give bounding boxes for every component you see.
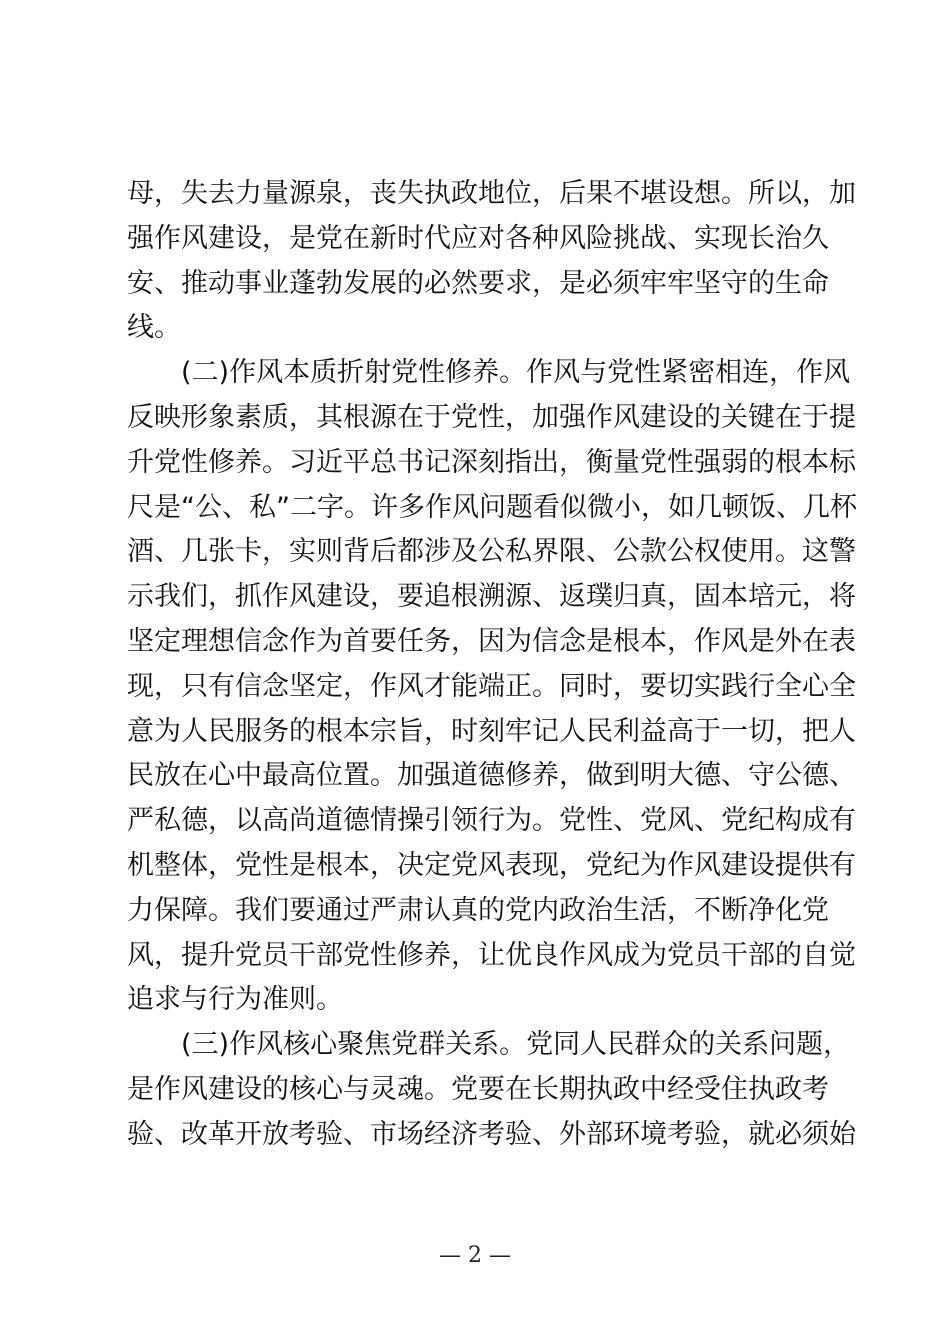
text-line: 验、改革开放考验、市场经济考验、外部环境考验，就必须始 [127, 1118, 856, 1150]
text-line: 现，只有信念坚定，作风才能端正。同时，要切实践行全心全 [127, 670, 856, 702]
text-line: 机整体，党性是根本，决定党风表现，党纪为作风建设提供有 [127, 849, 856, 881]
text-line: 酒、几张卡，实则背后都涉及公私界限、公款公权使用。这警 [127, 536, 856, 568]
text-line: 是作风建设的核心与灵魂。党要在长期执政中经受住执政考 [127, 1073, 829, 1105]
text-line: 追求与行为准则。 [127, 984, 343, 1016]
text-line: 力保障。我们要通过严肃认真的党内政治生活，不断净化党 [127, 894, 829, 926]
text-line: 母，失去力量源泉，丧失执政地位，后果不堪设想。所以，加 [127, 178, 856, 209]
text-line: 示我们，抓作风建设，要追根溯源、返璞归真，固本培元，将 [127, 581, 856, 613]
text-line: 民放在心中最高位置。加强道德修养，做到明大德、守公德、 [127, 760, 856, 792]
body-text [127, 172, 857, 1158]
text-line: 线。 [127, 312, 181, 344]
text-line: 风，提升党员干部党性修养，让优良作风成为党员干部的自觉 [127, 939, 856, 971]
page-number: — 2 — [439, 1243, 511, 1268]
text-line: 升党性修养。习近平总书记深刻指出，衡量党性强弱的根本标 [127, 446, 856, 478]
section-heading-line: (二)作风本质折射党性修养。作风与党性紧密相连，作风 [127, 357, 851, 389]
text-line: 意为人民服务的根本宗旨，时刻牢记人民利益高于一切，把人 [127, 715, 856, 747]
text-line: 严私德，以高尚道德情操引领行为。党性、党风、党纪构成有 [127, 805, 856, 837]
text-line: 反映形象素质，其根源在于党性，加强作风建设的关键在于提 [127, 401, 856, 433]
section-heading-line: (三)作风核心聚焦党群关系。党同人民群众的关系问题， [127, 1029, 851, 1061]
text-line: 安、推动事业蓬勃发展的必然要求，是必须牢牢坚守的生命 [127, 267, 829, 299]
text-line: 坚定理想信念作为首要任务，因为信念是根本，作风是外在表 [127, 625, 856, 657]
text-line: 尺是“公、私”二字。许多作风问题看似微小，如几顿饭、几杯 [127, 491, 857, 523]
text-line: 强作风建设，是党在新时代应对各种风险挑战、实现长治久 [127, 222, 829, 254]
